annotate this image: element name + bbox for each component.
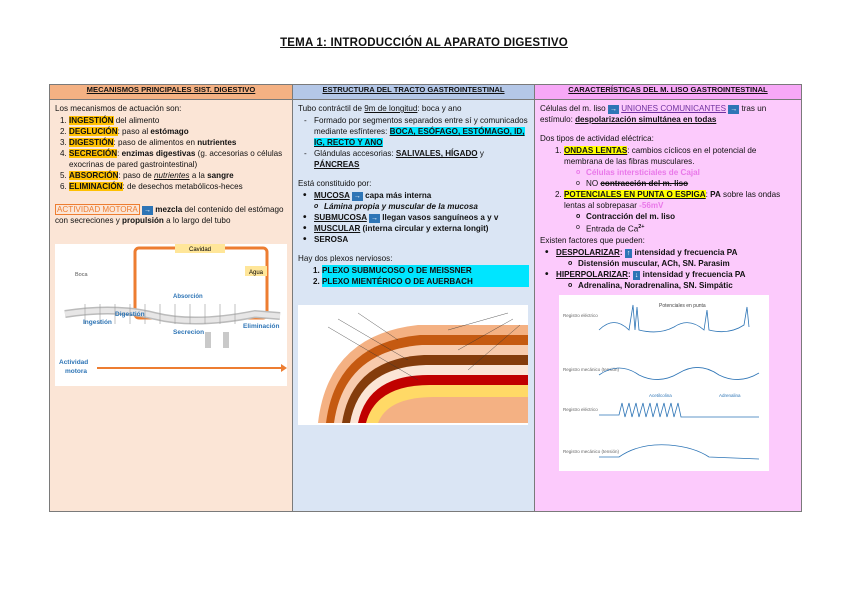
- motor-activity: ACTIVIDAD MOTORA → mezcla del contenido del estómago con secreciones y propulsión a lo largo del tubo: [55, 205, 284, 225]
- col3-cells: Células del m. liso → UNIONES COMUNICANTES → tras un estímulo: despolarización simultánea en todas: [540, 104, 767, 124]
- label-boca: Boca: [75, 272, 88, 278]
- list-item: o Contracción del m. liso: [586, 211, 796, 222]
- header-estructura: ESTRUCTURA DEL TRACTO GASTROINTESTINAL: [293, 85, 535, 100]
- arrow-up-icon: ↑: [626, 249, 631, 257]
- ondas-sublist: [564, 167, 796, 189]
- list-item: - Glándulas accesorias: SALIVALES, HÍGADO y PÁNCREAS: [314, 148, 529, 170]
- list-item: 2. DEGLUCIÓN: paso al estómago: [69, 126, 287, 137]
- col1-intro: Los mecanismos de actuación son:: [55, 104, 182, 113]
- list-item: • MUSCULAR (interna circular y externa longit): [314, 223, 529, 234]
- list-item: o Adrenalina, Noradrenalina, SN. Simpátic: [578, 280, 796, 291]
- label-cavidad: Cavidad: [188, 247, 212, 253]
- header-caracteristicas: CARACTERÍSTICAS DEL M. LISO GASTROINTESTINAL: [535, 85, 802, 100]
- list-item: o Distensión muscular, ACh, SN. Parasim: [578, 258, 796, 269]
- arrow-icon: →: [609, 106, 617, 113]
- layers-list-cont: [298, 212, 529, 245]
- list-item: - Formado por segmentos separados entre sí y comunicados mediante esfínteres: BOCA, ESÓFAGO, ESTÓMAGO, ID, IG, RECTO Y ANO: [314, 115, 529, 148]
- list-item: 1. INGESTIÓN del alimento: [69, 115, 287, 126]
- pot-sublist: [564, 211, 796, 235]
- label-tension-1: Registro mecánico (tensión): [563, 366, 620, 372]
- list-item: 4. SECRECIÓN: enzimas digestivas (g. accesorias o células exocrinas de pared gastrointestinal): [69, 148, 287, 170]
- list-item: • DESPOLARIZAR: ↑ intensidad y frecuencia PA o Distensión muscular, ACh, SN. Parasim: [556, 247, 796, 269]
- mucosa-sublist: [298, 201, 529, 212]
- activity-list: [540, 145, 796, 235]
- label-eliminacion: Eliminación: [243, 323, 280, 330]
- label-registro-1: Registro eléctrico: [563, 312, 598, 318]
- label-secrecion: Secrecion: [173, 329, 205, 336]
- title-prefix: TEMA 1:: [280, 37, 328, 49]
- list-item: • SEROSA: [314, 234, 529, 245]
- arrow-down-icon: ↓: [634, 271, 639, 279]
- list-item: • MUCOSA → capa más interna: [314, 190, 529, 201]
- label-ingestion: Ingestión: [83, 319, 112, 326]
- arrow-icon: →: [730, 106, 738, 113]
- label-tension-2: Registro mecánico (tensión): [563, 448, 620, 454]
- label-agua: Agua: [248, 270, 264, 276]
- hiper-sublist: [556, 280, 796, 291]
- arrow-icon: →: [371, 215, 379, 222]
- despol-sublist: [556, 258, 796, 269]
- label-registro-2: Registro eléctrico: [563, 406, 598, 412]
- list-item: o NO contracción del m. liso: [586, 178, 796, 189]
- summary-table: [49, 84, 802, 512]
- col-caracteristicas: [535, 100, 802, 512]
- list-item: o Células intersticiales de Cajal: [586, 167, 796, 178]
- list-item: 1. ONDAS LENTAS: cambios cíclicos en el potencial de membrana de las fibras musculares. o Células intersticiales de Cajal o NO contracción del m. liso: [564, 145, 796, 189]
- label-potenciales: Potenciales en punta: [659, 302, 706, 309]
- label-motora: motora: [65, 368, 88, 375]
- list-item: 2. PLEXO MIENTÉRICO O DE AUERBACH: [322, 276, 529, 287]
- arrow-icon: →: [144, 207, 152, 214]
- layers-list: [298, 190, 529, 201]
- label-digestion: Digestión: [115, 311, 145, 318]
- segments-list: [298, 115, 529, 170]
- list-item: 6. ELIMINACIÓN: de desechos metabólicos-heces: [69, 181, 287, 192]
- digestive-process-diagram: [55, 244, 287, 386]
- list-item: 5. ABSORCIÓN: paso de nutrientes a la sangre: [69, 170, 287, 181]
- label-actividad: Actividad: [59, 359, 89, 366]
- title-rest: INTRODUCCIÓN AL APARATO DIGESTIVO: [327, 37, 568, 49]
- col2-const: Está constituido por:: [298, 179, 372, 188]
- arrow-icon: →: [353, 193, 361, 200]
- col3-dos: Dos tipos de actividad eléctrica:: [540, 134, 654, 143]
- col2-plexos: Hay dos plexos nerviosos:: [298, 254, 393, 263]
- page-title: [0, 37, 848, 49]
- label-absorcion: Absorción: [173, 294, 203, 300]
- header-mecanismos: MECANISMOS PRINCIPALES SIST. DIGESTIVO: [50, 85, 293, 100]
- list-item: • HIPERPOLARIZAR: ↓ intensidad y frecuencia PA o Adrenalina, Noradrenalina, SN. Simpátic: [556, 269, 796, 291]
- list-item: • SUBMUCOSA → llegan vasos sanguíneos a y v: [314, 212, 529, 223]
- plexos-list: [298, 265, 529, 287]
- list-item: 1. PLEXO SUBMUCOSO O DE MEISSNER: [322, 265, 529, 276]
- list-item: 2. POTENCIALES EN PUNTA O ESPIGA: PA sobre las ondas lentas al sobrepasar -56mV o Contracción del m. liso o Entrada de $Ca^{2+}$: [564, 189, 796, 235]
- factors-list: [540, 247, 796, 291]
- label-acetilcolina: Acetilcolina: [649, 392, 672, 398]
- list-item: o Entrada de $Ca^{2+}$: [586, 222, 796, 235]
- list-item: 3. DIGESTIÓN: paso de alimentos en nutrientes: [69, 137, 287, 148]
- col2-line1: Tubo contráctil de 9m de longitud: boca y ano: [298, 104, 462, 113]
- electrical-activity-graph: [559, 295, 769, 471]
- list-item: o Lámina propia y muscular de la mucosa: [324, 201, 529, 212]
- label-adrenalina: Adrenalina: [719, 392, 741, 398]
- col-mecanismos: [50, 100, 293, 512]
- mechanisms-list: [55, 115, 287, 192]
- col-estructura: [293, 100, 535, 512]
- col3-factores: Existen factores que pueden:: [540, 235, 645, 245]
- gi-wall-diagram: [298, 305, 528, 425]
